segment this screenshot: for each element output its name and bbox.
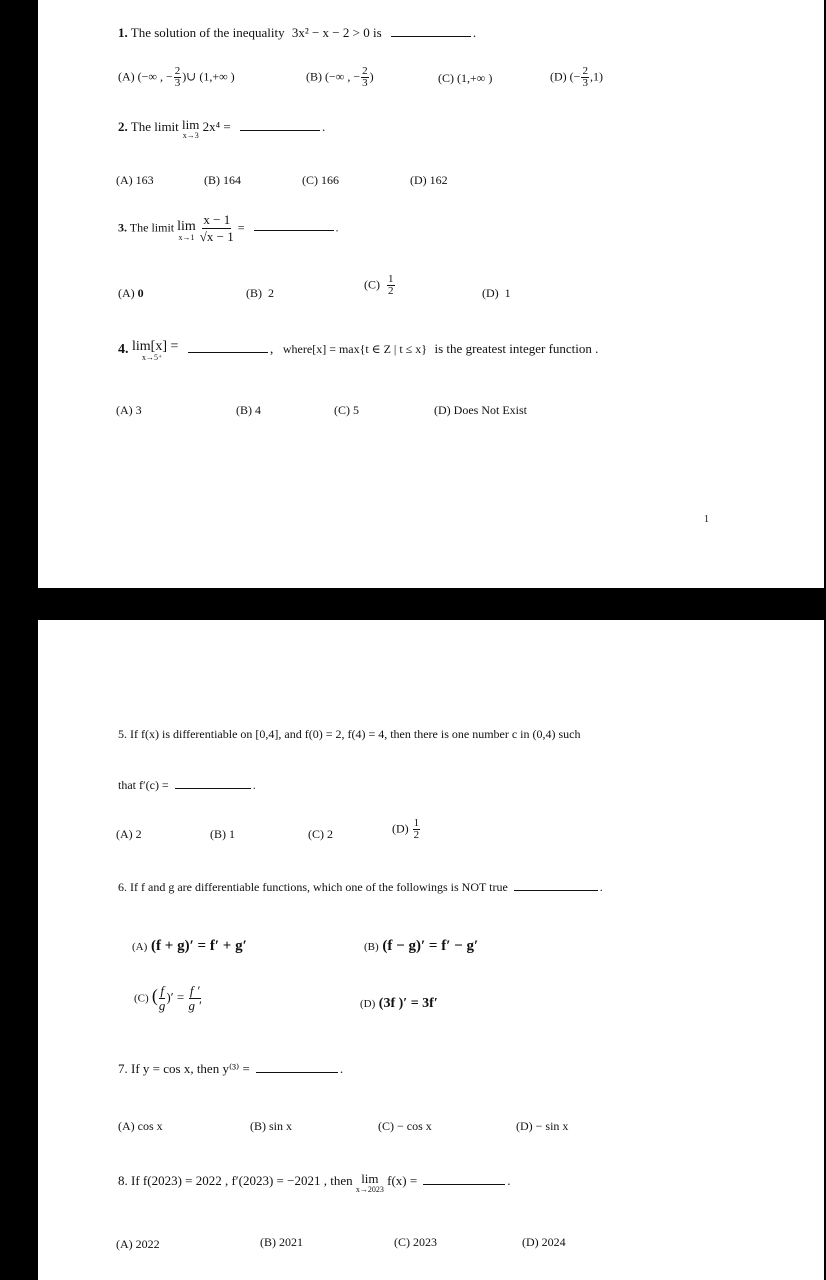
q7-option-c: (C) − cos x <box>378 1119 432 1133</box>
q7-option-d: (D) − sin x <box>516 1119 569 1133</box>
q4-option-b: (B) 4 <box>236 403 261 417</box>
q5-option-b: (B) 1 <box>210 827 235 841</box>
q7-option-a: (A) cos x <box>118 1119 163 1133</box>
question-6: 6. If f and g are differentiable functions, which one of the followings is NOT true . <box>118 880 603 894</box>
question-1: 1. The solution of the inequality 3x² − x − 2 > 0 is . <box>118 25 477 40</box>
q2-option-a: (A) 163 <box>116 173 154 187</box>
q4-option-a: (A) 3 <box>116 403 142 417</box>
answer-blank <box>514 878 598 891</box>
q3-option-a: (A) 0 <box>118 286 144 300</box>
q8-option-c: (C) 2023 <box>394 1235 437 1249</box>
answer-blank <box>254 218 334 231</box>
answer-blank <box>175 776 251 789</box>
answer-blank <box>188 340 268 353</box>
greatest-integer-definition: where[x] = max{t ∈ Z | t ≤ x} <box>282 342 428 356</box>
q4-option-c: (C) 5 <box>334 403 359 417</box>
q1-option-c: (C) (1,+∞ ) <box>438 71 493 85</box>
q2-option-b: (B) 164 <box>204 173 241 187</box>
q3-option-c: (C) $\frac{1}{2}$ <box>364 273 394 297</box>
q8-option-a: (A) 2022 <box>116 1237 160 1251</box>
q3-option-d: (D) 1 <box>482 286 511 300</box>
question-number: 4. <box>118 342 129 357</box>
answer-blank <box>240 118 320 131</box>
q6-option-b: (B) (f − g)′ = f′ − g′ <box>364 938 479 954</box>
answer-blank <box>391 24 471 37</box>
q8-option-b: (B) 2021 <box>260 1235 303 1249</box>
question-5: 5. If f(x) is differentiable on [0,4], and f(0) = 2, f(4) = 4, then there is one number c in (0,4) such <box>118 727 581 741</box>
q1-option-a: (A) (−∞ , − $\frac{2}{3}$ )∪ (1,+∞ ) <box>118 65 235 89</box>
question-7: 7. If y = cos x, then y⁽³⁾ = . <box>118 1061 344 1076</box>
question-text: The limit <box>129 220 175 235</box>
question-text: The limit <box>130 119 179 134</box>
answer-blank <box>256 1060 338 1073</box>
q6-option-d: (D) (3f )′ = 3f′ <box>360 996 438 1011</box>
question-8: 8. If f(2023) = 2022 , f′(2023) = −2021 , then lim x→2023 f(x) = . <box>118 1171 511 1194</box>
q1-option-b: (B) (−∞ , − $\frac{2}{3}$ ) <box>306 65 374 89</box>
question-text: is the greatest integer function . <box>434 341 599 356</box>
q6-option-c: (C) ( $\frac{f}{g}$ )′ = $\frac{f '}{g '}$ <box>134 983 202 1013</box>
q5-option-a: (A) 2 <box>116 827 142 841</box>
inequality-expression: 3x² − x − 2 > 0 is <box>291 25 382 40</box>
question-text: The solution of the inequality <box>130 25 285 40</box>
answer-blank <box>423 1172 505 1185</box>
q5-option-c: (C) 2 <box>308 827 333 841</box>
exam-page-2 <box>38 620 824 1280</box>
question-number: 2. <box>118 119 128 134</box>
q7-option-b: (B) sin x <box>250 1119 292 1133</box>
question-3: 3. The limit lim x→1 $\frac{x - 1}{√x - 1}$ = . <box>118 212 339 244</box>
q8-option-d: (D) 2024 <box>522 1235 566 1249</box>
q2-option-d: (D) 162 <box>410 173 448 187</box>
question-5-continued: that f′(c) = . <box>118 778 256 792</box>
q1-option-d: (D) (− $\frac{2}{3}$ ,1) <box>550 65 603 89</box>
question-4: 4. lim[x] = x→5⁺ , where[x] = max{t ∈ Z | t ≤ x} is the greatest integer function . <box>118 339 599 362</box>
q4-option-d: (D) Does Not Exist <box>434 403 527 417</box>
question-number: 1. <box>118 25 128 40</box>
q3-option-b: (B) 2 <box>246 286 274 300</box>
question-number: 3. <box>118 220 127 235</box>
q2-option-c: (C) 166 <box>302 173 339 187</box>
page-number: 1 <box>704 514 709 525</box>
question-2: 2. The limit lim x→3 2x⁴ = . <box>118 117 326 140</box>
limit-expression: 2x⁴ = <box>202 119 231 134</box>
q5-option-d: (D) $\frac{1}{2}$ <box>392 817 420 841</box>
q6-option-a: (A) (f + g)′ = f′ + g′ <box>132 938 247 954</box>
exam-page-1 <box>38 0 824 588</box>
